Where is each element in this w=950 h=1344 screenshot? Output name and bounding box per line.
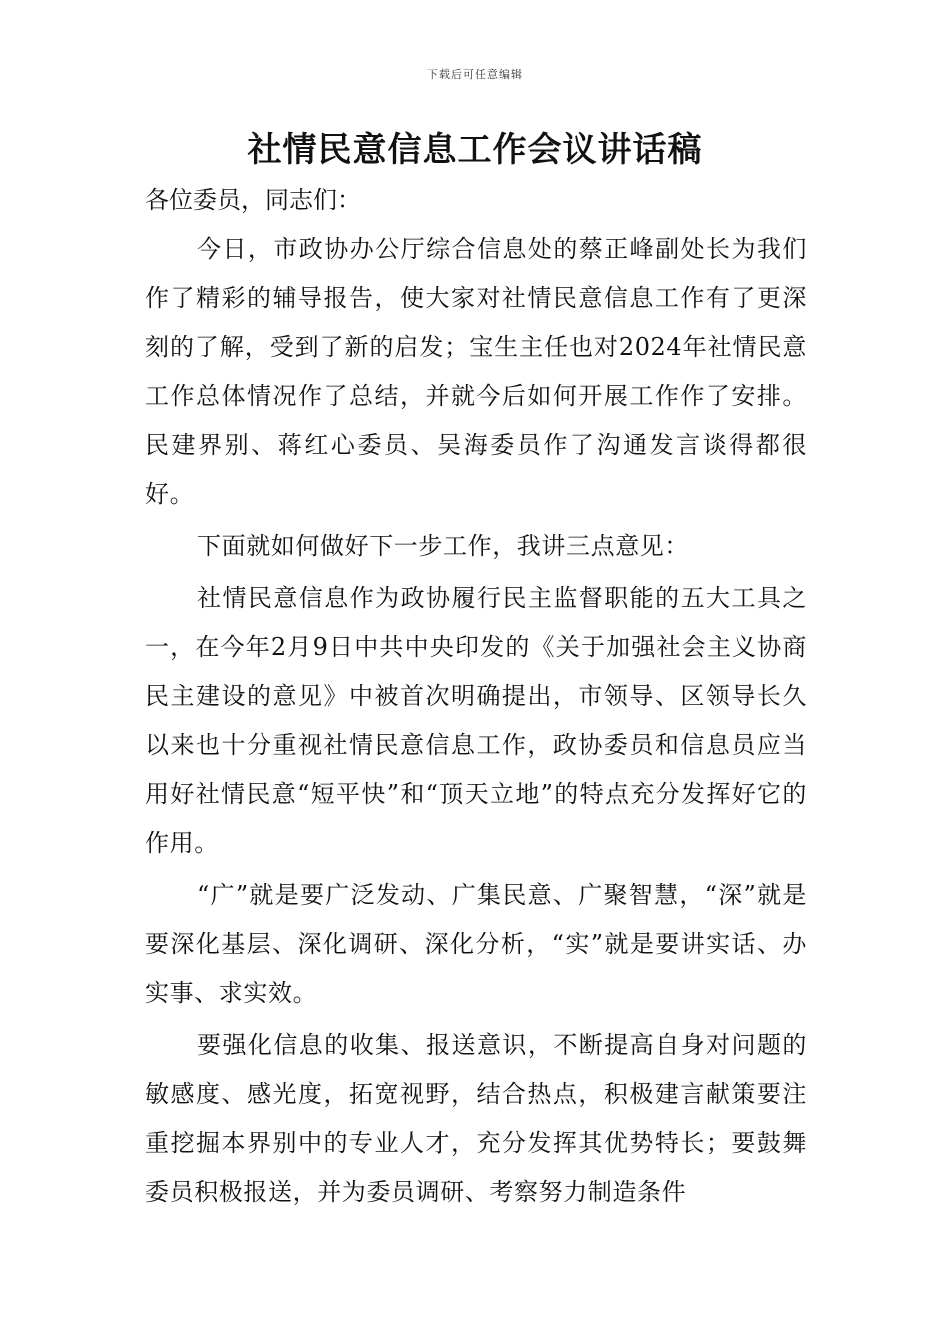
- paragraph-5: 要强化信息的收集、报送意识，不断提高自身对问题的敏感度、感光度，拓宽视野，结合热点，积极建言献策要注重挖掘本界别中的专业人才，充分发挥其优势特长；要鼓舞委员积极报送，并为委员调研、考察努力制造条件: [145, 1031, 807, 1206]
- document-body: [145, 176, 807, 1217]
- paragraph-2: 下面就如何做好下一步工作，我讲三点意见：: [197, 532, 689, 560]
- salutation: 各位委员，同志们：: [145, 186, 361, 214]
- page-title: 社情民意信息工作会议讲话稿: [247, 130, 703, 170]
- paragraph-4: “广”就是要广泛发动、广集民意、广聚智慧，“深”就是要深化基层、深化调研、深化分析，“实”就是要讲实话、办实事、求实效。: [145, 881, 807, 1007]
- header-note: 下载后可任意编辑: [427, 68, 523, 81]
- paragraph-1: 今日，市政协办公厅综合信息处的蔡正峰副处长为我们作了精彩的辅导报告，使大家对社情民意信息工作有了更深刻的了解，受到了新的启发；宝生主任也对2024年社情民意工作总体情况作了总结，并就今后如何开展工作作了安排。民建界别、蒋红心委员、吴海委员作了沟通发言谈得都很好。: [145, 235, 807, 508]
- paragraph-3: 社情民意信息作为政协履行民主监督职能的五大工具之一，在今年2月9日中共中央印发的《关于加强社会主义协商民主建设的意见》中被首次明确提出，市领导、区领导长久以来也十分重视社情民意信息工作，政协委员和信息员应当用好社情民意“短平快”和“顶天立地”的特点充分发挥好它的作用。: [145, 584, 807, 857]
